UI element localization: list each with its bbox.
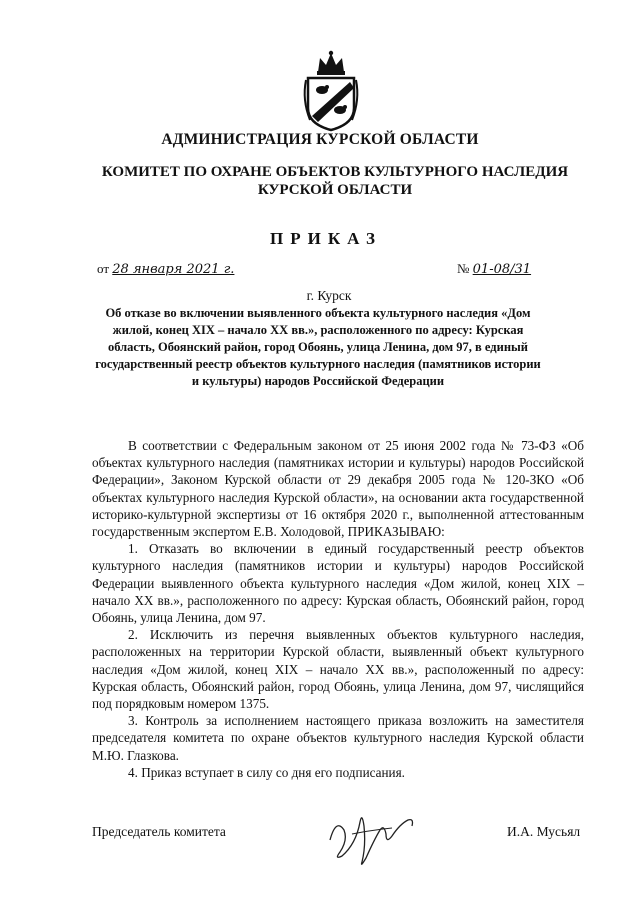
intro-paragraph: В соответствии с Федеральным законом от 25 июня 2002 года № 73-ФЗ «Об объектах культурного наследия (памятниках истории и культуры) народов Российской Федерации», Законом Курской области от 29 декабря 2005 года № 120-ЗКО «Об объектах культурного наследия Курской области», на основании акта государственной историко-культурной экспертизы от 16 октября 2020 г., выполненной аттестованным государственным экспертом Е.В. Холодовой, ПРИКАЗЫВАЮ: [92,438,584,540]
order-title: ПРИКАЗ [270,229,382,248]
handwritten-signature [322,800,422,870]
date-prefix: от [97,261,110,276]
order-body [92,437,584,781]
signatory-name: И.А. Мусьял [507,824,581,839]
order-number [457,261,531,277]
clause-3: 3. Контроль за исполнением настоящего приказа возложить на заместителя председателя комитета по охране объектов культурного наследия Курской области М.Ю. Глазкова. [92,713,584,763]
committee-title-line2: КУРСКОЙ ОБЛАСТИ [257,182,413,198]
signatory-position: Председатель комитета [92,824,226,839]
handwritten-number: 01-08/31 [472,262,532,277]
order-date [97,261,234,277]
order-subject: Об отказе во включении выявленного объекта культурного наследия «Дом жилой, конец XIX – начало XX вв.», расположенного по адресу: Курская область, Обоянский район, город Обоянь, улица Ленина, дом 97, в единый государственный реестр объектов культурного наследия (памятников истории и культуры) народов Российской Федерации [95,306,541,388]
committee-title [55,163,615,199]
clause-4: 4. Приказ вступает в силу со дня его подписания. [128,764,405,780]
kursk-coat-of-arms-icon [300,50,362,132]
committee-title-line1: КОМИТЕТ ПО ОХРАНЕ ОБЪЕКТОВ КУЛЬТУРНОГО НАСЛЕДИЯ [101,164,569,180]
number-prefix: № [457,261,470,276]
handwritten-date: 28 января 2021 г. [112,262,235,277]
clause-2: 2. Исключить из перечня выявленных объектов культурного наследия, расположенных на территории Курской области, выявленный объект культурного наследия «Дом жилой, конец XIX – начало XX вв.», расположенный по адресу: Курская область, Обоянский район, город Обоянь, улица Ленина, дом 97, числящийся под порядковым номером 1375. [92,627,584,712]
city: г. Курск [306,288,352,303]
clause-1: 1. Отказать во включении в единый государственный реестр объектов культурного наследия (памятников истории и культуры) народов Российской Федерации выявленного объекта культурного наследия «Дом жилой, конец XIX – начало XX вв.», расположенного по адресу: Курская область, Обоянский район, город Обоянь, улица Ленина, дом 97. [92,541,584,626]
organization-title: АДМИНИСТРАЦИЯ КУРСКОЙ ОБЛАСТИ [161,131,479,148]
